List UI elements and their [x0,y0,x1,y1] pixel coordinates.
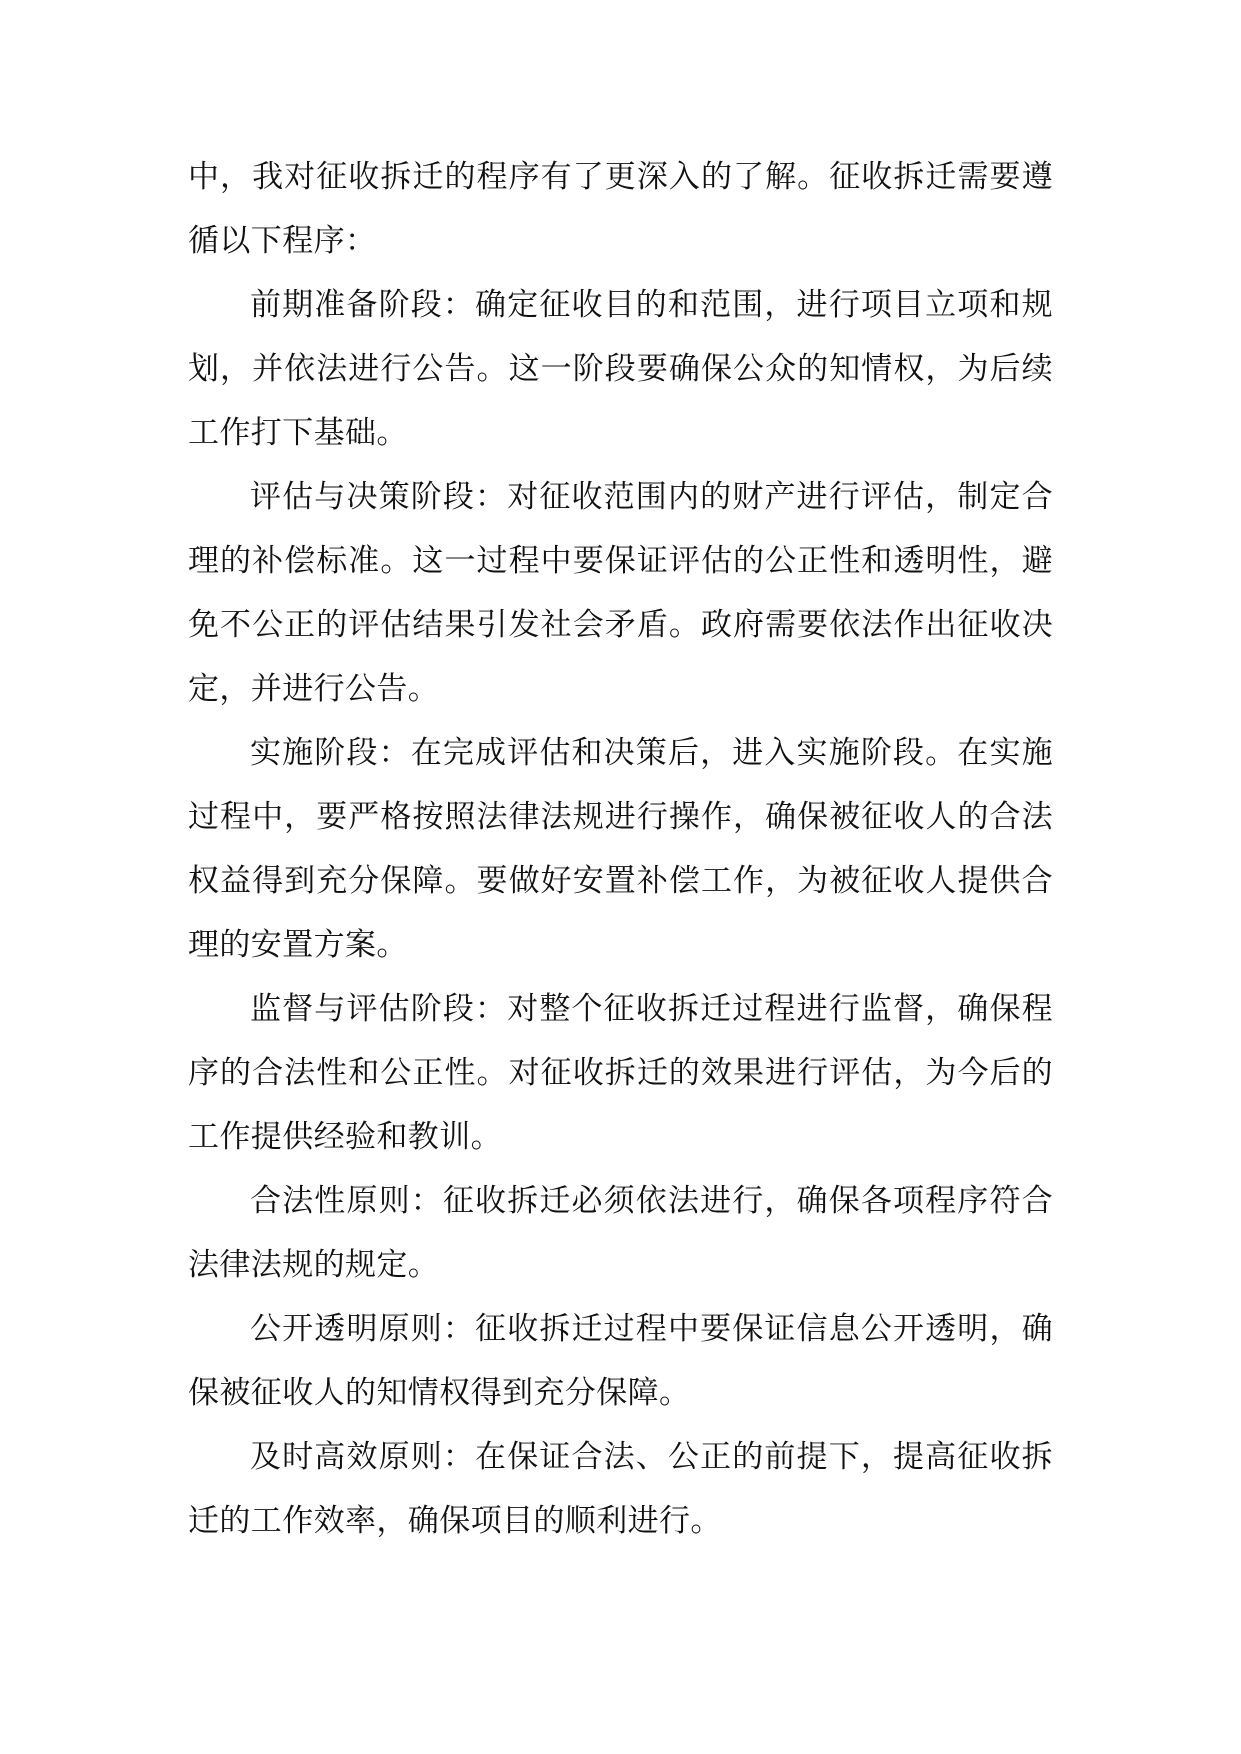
document-body [188,145,1053,1553]
paragraph-continuation: 中，我对征收拆迁的程序有了更深入的了解。征收拆迁需要遵循以下程序： [188,159,1053,259]
paragraph-preparation-stage: 前期准备阶段：确定征收目的和范围，进行项目立项和规划，并依法进行公告。这一阶段要确保公众的知情权，为后续工作打下基础。 [188,287,1053,451]
paragraph-assessment-stage: 评估与决策阶段：对征收范围内的财产进行评估，制定合理的补偿标准。这一过程中要保证评估的公正性和透明性，避免不公正的评估结果引发社会矛盾。政府需要依法作出征收决定，并进行公告。 [188,479,1053,707]
paragraph-implementation-stage: 实施阶段：在完成评估和决策后，进入实施阶段。在实施过程中，要严格按照法律法规进行操作，确保被征收人的合法权益得到充分保障。要做好安置补偿工作，为被征收人提供合理的安置方案。 [188,735,1053,963]
paragraph-transparency-principle: 公开透明原则：征收拆迁过程中要保证信息公开透明，确保被征收人的知情权得到充分保障。 [188,1311,1053,1411]
paragraph-efficiency-principle: 及时高效原则：在保证合法、公正的前提下，提高征收拆迁的工作效率，确保项目的顺利进行。 [188,1439,1053,1539]
paragraph-supervision-stage: 监督与评估阶段：对整个征收拆迁过程进行监督，确保程序的合法性和公正性。对征收拆迁的效果进行评估，为今后的工作提供经验和教训。 [188,991,1053,1155]
paragraph-legality-principle: 合法性原则：征收拆迁必须依法进行，确保各项程序符合法律法规的规定。 [188,1183,1053,1283]
